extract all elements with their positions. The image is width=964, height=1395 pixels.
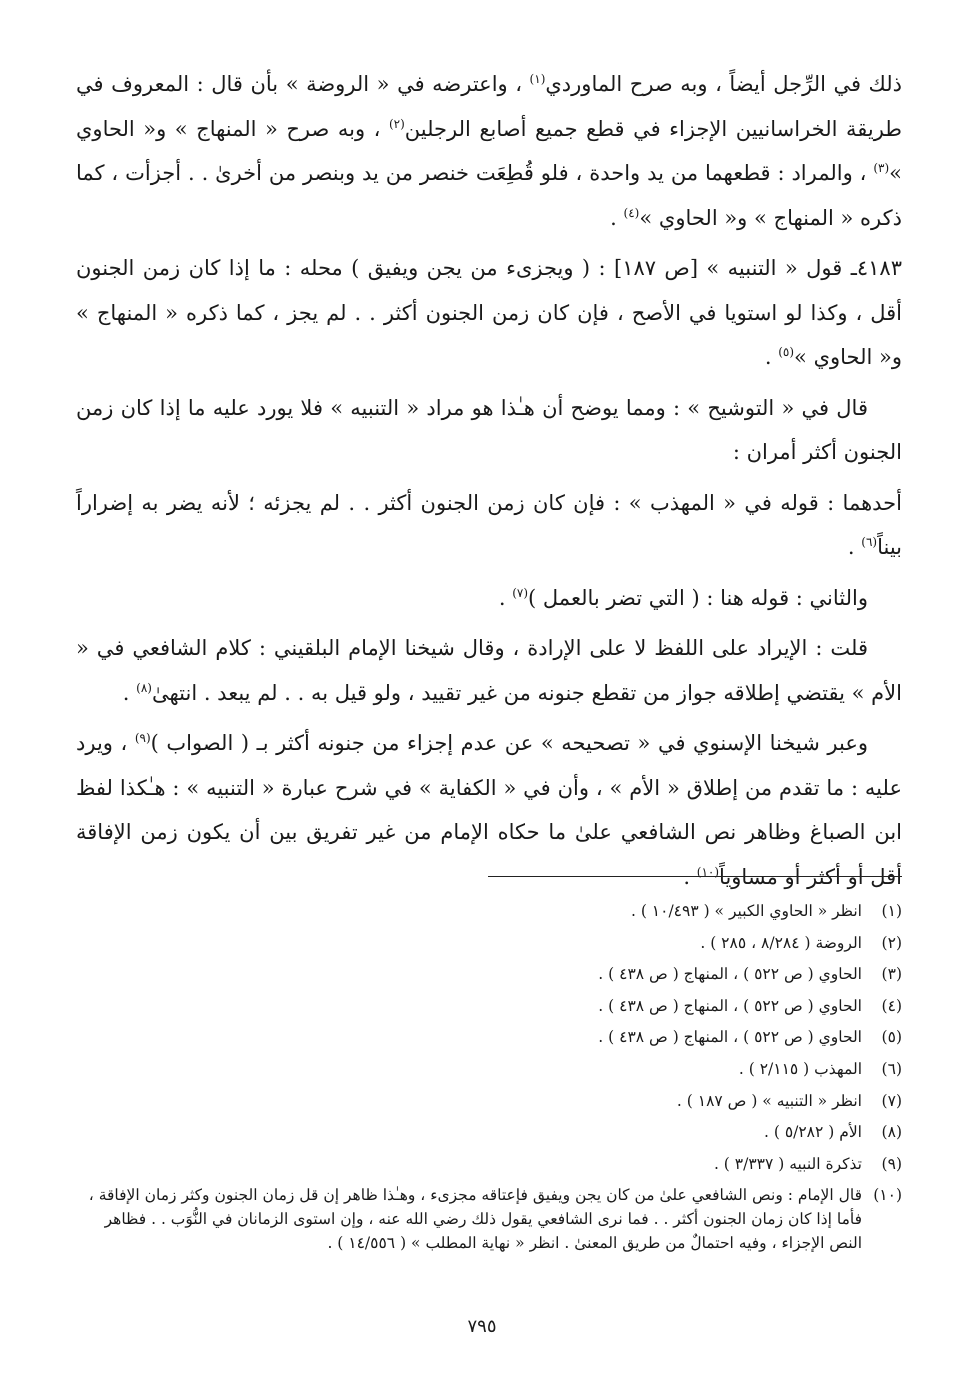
- footnote-ref-8[interactable]: (٨): [136, 680, 152, 695]
- footnote-text: الروضة ( ٨/٢٨٤ ، ٢٨٥ ) .: [700, 933, 862, 952]
- footnote-ref-2[interactable]: (٢): [388, 116, 405, 131]
- footnote-text: المهذب ( ٢/١١٥ ) .: [738, 1059, 862, 1078]
- footnote-number: (٧): [881, 1091, 902, 1110]
- footnote-3: [76, 959, 902, 991]
- footnote-2: [76, 928, 902, 960]
- footnote-number: (٥): [881, 1028, 902, 1047]
- footnote-1: [76, 896, 902, 928]
- footnote-7: [76, 1086, 902, 1118]
- footnote-text: انظر « التنبيه » ( ص ١٨٧ ) .: [676, 1091, 862, 1110]
- main-text: [76, 62, 902, 905]
- footnote-text: انظر « الحاوي الكبير » ( ١٠/٤٩٣ ) .: [630, 902, 862, 920]
- footnote-ref-3[interactable]: (٣): [873, 161, 890, 175]
- footnote-9: [76, 1149, 902, 1181]
- footnote-8: [76, 1117, 902, 1149]
- footnotes: [76, 896, 902, 1255]
- page-number: ٧٩٥: [467, 1316, 497, 1337]
- footnote-ref-7[interactable]: (٧): [512, 585, 529, 600]
- paragraph-5: والثاني : قوله هنا : ( التي تضر بالعمل )$^{(٧)}$ .: [498, 585, 868, 610]
- footnote-6: [76, 1054, 902, 1086]
- footnote-5: [76, 1022, 902, 1054]
- footnote-divider: [488, 876, 902, 877]
- footnote-ref-1[interactable]: (١): [529, 72, 546, 86]
- footnote-number: (١٠): [873, 1186, 902, 1205]
- footnote-ref-10[interactable]: (١٠): [696, 864, 720, 879]
- paragraph-3: قال في « التوشيح » : ومما يوضح أن هـٰذا هو مراد « التنبيه » فلا يورد عليه ما إذا كان زمن الجنون أكثر أمران :: [76, 395, 902, 464]
- footnote-text: الأم ( ٥/٢٨٢ ) .: [763, 1123, 862, 1142]
- footnote-10: [76, 1180, 902, 1255]
- footnote-text: الحاوي ( ص ٥٢٢ ) ، المنهاج ( ص ٤٣٨ ) .: [598, 965, 862, 984]
- footnote-number: (٩): [881, 1154, 902, 1173]
- footnote-number: (٦): [881, 1059, 902, 1078]
- footnote-text: الحاوي ( ص ٥٢٢ ) ، المنهاج ( ص ٤٣٨ ) .: [598, 996, 862, 1015]
- footnote-number: (٨): [881, 1123, 902, 1142]
- footnote-ref-6[interactable]: (٦): [861, 535, 878, 549]
- paragraph-4: أحدهما : قوله في « المهذب » : فإن كان زمن الجنون أكثر . . لم يجزئه ؛ لأنه يضر به إضراراً بيناً$^{(٦)}$ .: [76, 490, 902, 559]
- footnote-text: قال الإمام : ونص الشافعي علىٰ من كان يجن ويفيق فإعتاقه مجزىء ، وهـٰذا ظاهر إن قل زمان الجنون وكثر زمان الإفاقة ، فأما إذا كان زمان الجنون أكثر . . فما نرى الشافعي يقول ذلك رضي الله عنه ، وإن استوى الزمانان في النُّوَب . . فظاهر النص الإجزاء ، وفيه احتمالٌ من طريق المعنىٰ . انظر « نهاية المطلب » ( ١٤/٥٥٦ ) .: [88, 1186, 862, 1253]
- footnote-ref-5[interactable]: (٥): [778, 345, 795, 359]
- paragraph-6: قلت : الإيراد على اللفظ لا على الإرادة ، وقال شيخنا الإمام البلقيني : كلام الشافعي في « الأم » يقتضي إطلاقه جواز من تقطع جنونه من غير تقييد ، ولو قيل به . . لم يبعد . انتهىٰ$^{(٨)}$ .: [76, 636, 902, 705]
- paragraph-2: ٤١٨٣ـ قول « التنبيه » [ص ١٨٧] : ( ويجزىء من يجن ويفيق ) محله : ما إذا كان زمن الجنون أقل ، وكذا لو استويا في الأصح ، فإن كان زمن الجنون أكثر . . لم يجز ، كما ذكره « المنهاج » و« الحاوي »$^{(٥)}$ .: [76, 256, 902, 369]
- paragraph-1: ذلك في الرِّجل أيضاً ، وبه صرح الماوردي$^{(١)}$ ، واعترضه في « الروضة » بأن قال : المعروف في طريقة الخراسانيين الإجزاء في قطع جميع أصابع الرجلين$^{(٢)}$ ، وبه صرح « المنهاج » و« الحاوي »$^{(٣)}$ ، والمراد : قطعهما من يد واحدة ، فلو قُطِعَت خنصر من يد وبنصر من أخرىٰ . . أجزأت ، كما ذكره « المنهاج » و« الحاوي »$^{(٤)}$ .: [76, 72, 902, 230]
- footnote-ref-4[interactable]: (٤): [623, 205, 640, 220]
- footnote-4: [76, 991, 902, 1023]
- footnote-text: الحاوي ( ص ٥٢٢ ) ، المنهاج ( ص ٤٣٨ ) .: [598, 1028, 862, 1047]
- footnote-number: (١): [881, 902, 902, 920]
- footnote-number: (٢): [881, 933, 902, 952]
- footnote-number: (٤): [881, 996, 902, 1015]
- footnote-number: (٣): [881, 965, 902, 984]
- footnote-text: تذكرة النبيه ( ٣/٣٣٧ ) .: [713, 1154, 862, 1173]
- paragraph-7: وعبر شيخنا الإسنوي في « تصحيحه » عن عدم إجزاء من جنونه أكثر بـ ( الصواب )$^{(٩)}$ ، ويرد عليه : ما تقدم من إطلاق « الأم » ، وأن في « الكفاية » في شرح عبارة « التنبيه » : هـٰكذا لفظ ابن الصباغ وظاهر نص الشافعي علىٰ ما حكاه الإمام من غير تفريق بين أن يكون زمن الإفاقة أقل أو أكثر أو مساوياً$^{(١٠)}$ .: [76, 731, 902, 889]
- footnote-ref-9[interactable]: (٩): [134, 731, 151, 745]
